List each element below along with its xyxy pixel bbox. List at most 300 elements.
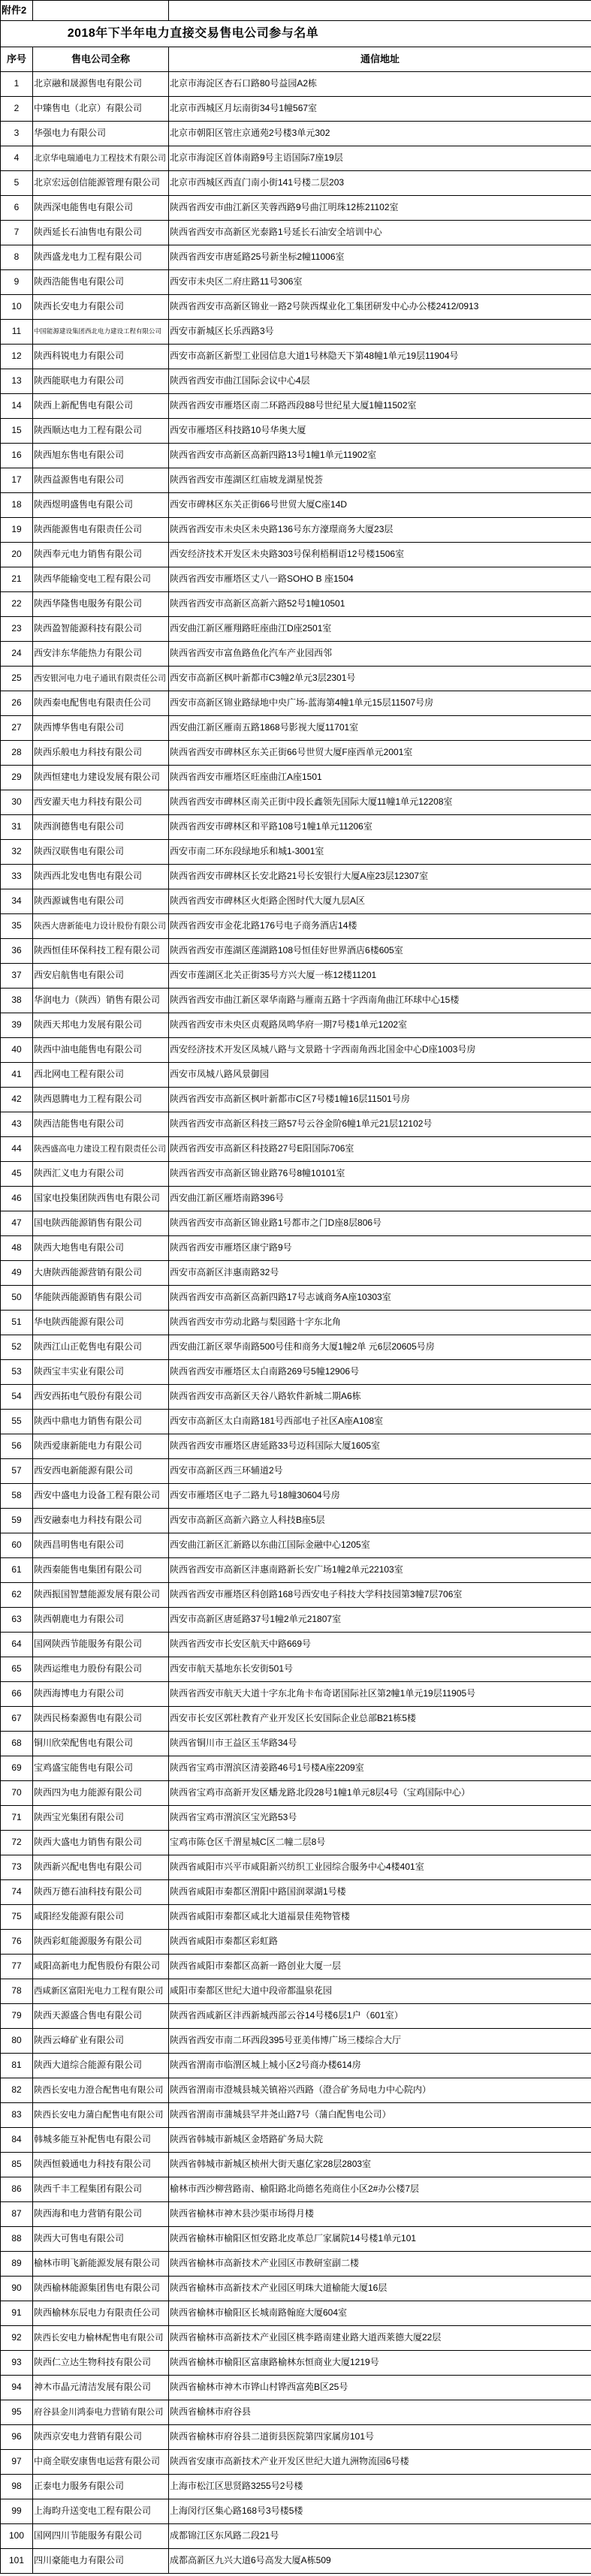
address-cell: 上海闵行区集心路168号3号楼5楼 [169,2499,591,2524]
company-name-cell: 陕西千丰工程集团有限公司 [33,2177,169,2202]
row-number-cell: 61 [1,1558,33,1583]
table-row [1,1682,591,1707]
row-number-cell: 71 [1,1806,33,1831]
row-number-cell: 52 [1,1335,33,1360]
company-name-cell: 陕西润德售电有限公司 [33,815,169,840]
row-number-cell: 101 [1,2549,33,2574]
address-cell: 陕西省西安市高新区高新六路52号1幢10501 [169,592,591,617]
company-name-cell: 陕西云峰矿业有限公司 [33,2029,169,2054]
company-name-cell: 陕西大唐新能电力设计股份有限公司 [33,914,169,939]
row-number-cell: 63 [1,1608,33,1633]
row-number-cell: 88 [1,2227,33,2252]
row-number-cell: 68 [1,1732,33,1756]
company-name-cell: 陕西江山正乾售电有限公司 [33,1335,169,1360]
table-row [1,964,591,989]
table-row [1,171,591,196]
address-cell: 陕西省榆林市府谷县二道街县医院第四家属房101号 [169,2425,591,2450]
table-row [1,741,591,766]
company-name-cell: 陕西汇义电力有限公司 [33,1162,169,1187]
table-row [1,815,591,840]
table-row [1,2524,591,2549]
row-number-cell: 10 [1,295,33,320]
table-row [1,989,591,1013]
row-number-cell: 99 [1,2499,33,2524]
address-cell: 陕西省西安市高新区枫叶新都市C区7号楼1幢16层11501号房 [169,1088,591,1112]
table-row [1,2153,591,2177]
row-number-cell: 27 [1,716,33,741]
company-name-cell: 陕西汉联售电有限公司 [33,840,169,865]
address-cell: 西安曲江新区雁塔南路396号 [169,1187,591,1211]
address-cell: 陕西省咸阳市秦都区渭阳中路国润翠湖1号楼 [169,1880,591,1905]
table-row [1,2549,591,2574]
address-cell: 北京市海淀区首体南路9号主语国际7座19层 [169,146,591,171]
company-name-cell: 中国能源建设集团西北电力建设工程有限公司 [33,320,169,345]
table-row [1,2277,591,2301]
row-number-cell: 78 [1,1979,33,2004]
table-row [1,1707,591,1732]
company-name-cell: 陕西天源盛合售电有限公司 [33,2004,169,2029]
table-row [1,667,591,691]
company-name-cell: 北京融和晟源售电有限公司 [33,72,169,97]
company-name-cell: 陕西盛龙电力工程有限公司 [33,245,169,270]
row-number-cell: 72 [1,1831,33,1855]
address-cell: 陕西省榆林市高新技术产业园区桃李路南建业路大道西莱德大厦22层 [169,2326,591,2351]
table-row [1,592,591,617]
company-name-cell: 陕西运维电力股份有限公司 [33,1657,169,1682]
address-cell: 陕西省西安市未央区未央路136号东方濠璟商务大厦23层 [169,518,591,543]
table-row [1,270,591,295]
address-cell: 西安曲江新区雁南五路1868号影视大厦11701室 [169,716,591,741]
address-cell: 宝鸡市陈仓区千渭星城C区二幢二层8号 [169,1831,591,1855]
table-row [1,1608,591,1633]
address-cell: 西安市航天基地东长安街501号 [169,1657,591,1682]
company-name-cell: 陕西煜明盛售电有限公司 [33,493,169,518]
table-row [1,2400,591,2425]
address-cell: 陕西省榆林市榆阳区恒安路北皮革总厂家属院14号楼1单元101 [169,2227,591,2252]
table-row [1,1955,591,1979]
table-row [1,1434,591,1459]
address-cell: 陕西省西安市南二环西段395号亚美伟博广场三楼综合大厅 [169,2029,591,2054]
row-number-cell: 29 [1,766,33,790]
row-number-cell: 93 [1,2351,33,2376]
row-number-cell: 82 [1,2078,33,2103]
row-number-cell: 9 [1,270,33,295]
table-row [1,1756,591,1781]
row-number-cell: 75 [1,1905,33,1930]
address-cell: 陕西省西安市雁塔区唐延路33号迈科国际大厦1605室 [169,1434,591,1459]
address-cell: 陕西省榆林市神木县沙渠市场得月楼 [169,2202,591,2227]
table-row [1,1088,591,1112]
address-cell: 陕西省西安市高新区锦业路1号都市之门D座8层806号 [169,1211,591,1236]
row-number-cell: 5 [1,171,33,196]
company-name-cell: 陕西万德石油科技有限公司 [33,1880,169,1905]
address-cell: 陕西省榆林市神木市铧山村铧西富苑B区25号 [169,2376,591,2400]
table-row [1,2128,591,2153]
company-name-cell: 西安西拓电气股份有限公司 [33,1385,169,1410]
row-number-cell: 85 [1,2153,33,2177]
row-number-cell: 62 [1,1583,33,1608]
row-number-cell: 73 [1,1855,33,1880]
row-number-cell: 25 [1,667,33,691]
row-number-cell: 83 [1,2103,33,2128]
table-row [1,939,591,964]
row-number-cell: 26 [1,691,33,716]
address-cell: 咸阳市秦都区世纪大道中段帝都温泉花园 [169,1979,591,2004]
table-row [1,345,591,369]
table-row [1,1335,591,1360]
address-cell: 陕西省西安市曲江新区芙蓉西路9号曲江明珠12栋21102室 [169,196,591,221]
table-row [1,1905,591,1930]
table-row [1,1533,591,1558]
row-number-cell: 66 [1,1682,33,1707]
table-row [1,419,591,444]
row-number-cell: 56 [1,1434,33,1459]
company-name-cell: 陕西彩虹能源服务有限公司 [33,1930,169,1955]
table-header-row [1,47,591,72]
address-cell: 西安市凤城八路风景御园 [169,1063,591,1088]
row-number-cell: 89 [1,2252,33,2277]
row-number-cell: 69 [1,1756,33,1781]
address-cell: 上海市松江区思贤路3255号2号楼 [169,2475,591,2499]
company-name-cell: 陕西能联电力有限公司 [33,369,169,394]
address-cell: 陕西省西安市莲湖区莲湖路108号恒佳好世界酒店6楼605室 [169,939,591,964]
company-name-cell: 陕西长安电力榆林配售电有限公司 [33,2326,169,2351]
company-name-cell: 国电陕西能源销售有限公司 [33,1211,169,1236]
address-cell: 陕西省西安市航天大道十字东北角卡布奇诺国际社区第2幢1单元19层11905号 [169,1682,591,1707]
table-row [1,1410,591,1434]
table-row [1,2475,591,2499]
table-row [1,72,591,97]
attachment-label-cell [1,1,33,21]
address-cell: 西安市长安区郭杜教育产业开发区长安国际企业总部B21栋5楼 [169,1707,591,1732]
table-row [1,1806,591,1831]
company-name-cell: 陕西长安电力澄合配售电有限公司 [33,2078,169,2103]
company-name-cell: 西安银河电力电子通讯有限责任公司 [33,667,169,691]
row-number-cell: 96 [1,2425,33,2450]
table-row [1,1657,591,1682]
company-name-cell: 西安濯天电力科技有限公司 [33,790,169,815]
company-name-cell: 西安中盛电力设备工程有限公司 [33,1484,169,1509]
address-cell: 陕西省铜川市王益区玉华路34号 [169,1732,591,1756]
company-name-cell: 上海昀升送变电工程有限公司 [33,2499,169,2524]
row-number-cell: 97 [1,2450,33,2475]
row-number-cell: 67 [1,1707,33,1732]
table-row [1,1261,591,1286]
column-header-address: 通信地址 [169,47,591,72]
row-number-cell: 31 [1,815,33,840]
row-number-cell: 41 [1,1063,33,1088]
company-name-cell: 陕西中鼎电力销售有限公司 [33,1410,169,1434]
column-header-index: 序号 [1,47,33,72]
address-cell: 西安市高新区锦业路绿地中央广场-蓝海第4幢1单元15层11507号房 [169,691,591,716]
address-cell: 陕西省西安市雁塔区康宁路9号 [169,1236,591,1261]
company-name-cell: 陕西海博电力有限公司 [33,1682,169,1707]
address-cell: 陕西省西安市高新区天谷八路软件新城二期A6栋 [169,1385,591,1410]
table-row [1,1211,591,1236]
row-number-cell: 59 [1,1509,33,1533]
company-name-cell: 陕西海和电力营销有限公司 [33,2202,169,2227]
row-number-cell: 95 [1,2400,33,2425]
company-name-cell: 陕西宝光集团有限公司 [33,1806,169,1831]
row-number-cell: 24 [1,642,33,667]
table-row [1,146,591,171]
row-number-cell: 12 [1,345,33,369]
company-name-cell: 西北网电工程有限公司 [33,1063,169,1088]
row-number-cell: 14 [1,394,33,419]
row-number-cell: 39 [1,1013,33,1038]
company-name-cell: 陕西益源售电有限公司 [33,468,169,493]
table-row [1,889,591,914]
address-cell: 北京市海淀区杏石口路80号益园A2栋 [169,72,591,97]
address-cell: 陕西省咸阳市秦都区咸北大道福景佳苑物管楼 [169,1905,591,1930]
address-cell: 西安市高新区新型工业园信息大道1号林隐天下第48幢1单元19层11904号 [169,345,591,369]
company-name-cell: 陕西华隆售电服务有限公司 [33,592,169,617]
table-row [1,1236,591,1261]
column-header-company: 售电公司全称 [33,47,169,72]
company-name-cell: 神木市晶元清洁发展有限公司 [33,2376,169,2400]
company-name-cell: 陕西旭东售电有限公司 [33,444,169,468]
address-cell: 陕西省西安市碑林区东关正街66号世贸大厦F座西单元2001室 [169,741,591,766]
company-name-cell: 中臻售电（北京）有限公司 [33,97,169,122]
row-number-cell: 94 [1,2376,33,2400]
table-row [1,2029,591,2054]
row-number-cell: 28 [1,741,33,766]
table-row [1,468,591,493]
address-cell: 陕西省渭南市临渭区城上城小区2号商办楼614房 [169,2054,591,2078]
table-row [1,642,591,667]
row-number-cell: 1 [1,72,33,97]
row-number-cell: 55 [1,1410,33,1434]
company-name-cell: 西安启航售电有限公司 [33,964,169,989]
row-number-cell: 76 [1,1930,33,1955]
company-name-cell: 陕西宝丰实业有限公司 [33,1360,169,1385]
table-row [1,716,591,741]
address-cell: 陕西省西咸新区沣西新城西部云谷14号楼6层1户（601室） [169,2004,591,2029]
table-row [1,1013,591,1038]
table-row [1,1855,591,1880]
row-number-cell: 98 [1,2475,33,2499]
row-number-cell: 23 [1,617,33,642]
company-name-cell: 陕西秦电配售电有限责任公司 [33,691,169,716]
address-cell: 西安市高新区唐延路37号1幢2单元21807室 [169,1608,591,1633]
address-cell: 陕西省西安市雁塔区科创路168号西安电子科技大学科技园第3幢7层706室 [169,1583,591,1608]
row-number-cell: 81 [1,2054,33,2078]
company-name-cell: 陕西源诚售电有限公司 [33,889,169,914]
address-cell: 陕西省西安市唐延路25号新坐标2幢11006室 [169,245,591,270]
company-name-cell: 陕西大可售电有限公司 [33,2227,169,2252]
address-cell: 陕西省安康市高新技术产业开发区世纪大道九洲物流园6号楼 [169,2450,591,2475]
company-name-cell: 陕西新兴配电售电有限公司 [33,1855,169,1880]
row-number-cell: 7 [1,221,33,245]
address-cell: 陕西省西安市未央区贞观路凤鸣华府一期7号楼1单元1202室 [169,1013,591,1038]
row-number-cell: 36 [1,939,33,964]
row-number-cell: 4 [1,146,33,171]
row-number-cell: 18 [1,493,33,518]
company-name-cell: 华润电力（陕西）销售有限公司 [33,989,169,1013]
row-number-cell: 44 [1,1137,33,1162]
row-number-cell: 45 [1,1162,33,1187]
address-cell: 陕西省宝鸡市渭滨区宝光路53号 [169,1806,591,1831]
company-name-cell: 陕西秦能售电集团有限公司 [33,1558,169,1583]
address-cell: 西安市高新区太白南路181号西部电子社区A座A108室 [169,1410,591,1434]
row-number-cell: 53 [1,1360,33,1385]
address-cell: 陕西省西安市雁塔区太白南路269号5幢12906号 [169,1360,591,1385]
address-cell: 陕西省西安市莲湖区红庙坡龙湖星悦荟 [169,468,591,493]
table-row [1,2351,591,2376]
company-name-cell: 铜川欣荣配售电有限公司 [33,1732,169,1756]
company-name-cell: 陕西洁能售电有限公司 [33,1112,169,1137]
company-name-cell: 陕西大地售电有限公司 [33,1236,169,1261]
table-row [1,444,591,468]
company-name-cell: 陕西朝鹿电力有限公司 [33,1608,169,1633]
row-number-cell: 20 [1,543,33,567]
address-cell: 陕西省西安市曲江国际会议中心4层 [169,369,591,394]
row-number-cell: 17 [1,468,33,493]
table-row [1,840,591,865]
address-cell: 西安市未央区二府庄路11号306室 [169,270,591,295]
row-number-cell: 32 [1,840,33,865]
table-row [1,1831,591,1855]
row-number-cell: 21 [1,567,33,592]
row-number-cell: 50 [1,1286,33,1311]
address-cell: 陕西省韩城市新城区桢州大街天惠亿家28层2803室 [169,2153,591,2177]
company-name-cell: 国网四川节能服务有限公司 [33,2524,169,2549]
table-row [1,1509,591,1533]
address-cell: 西安市雁塔区科技路10号华奥大厦 [169,419,591,444]
row-number-cell: 74 [1,1880,33,1905]
address-cell: 西安曲江新区汇新路以东曲江国际金融中心1205室 [169,1533,591,1558]
table-row [1,1732,591,1756]
table-row [1,2252,591,2277]
address-cell: 西安经济技术开发区未央路303号保利梧桐语12号楼1506室 [169,543,591,567]
row-number-cell: 49 [1,1261,33,1286]
row-number-cell: 40 [1,1038,33,1063]
table-row [1,1112,591,1137]
table-row [1,1930,591,1955]
company-name-cell: 陕西仁立达生物科技有限公司 [33,2351,169,2376]
table-row [1,394,591,419]
company-name-cell: 陕西盈智能源科技有限公司 [33,617,169,642]
row-number-cell: 8 [1,245,33,270]
address-cell: 陕西省西安市高新区高新四路17号志诚商务A座10303室 [169,1286,591,1311]
table-row [1,2078,591,2103]
table-row [1,2227,591,2252]
address-cell: 榆林市西沙柳营路南、榆阳路北尚德名苑商住小区2#办公楼7层 [169,2177,591,2202]
address-cell: 陕西省渭南市澄城县城关镇裕兴西路（澄合矿务局电力中心院内） [169,2078,591,2103]
table-row [1,1781,591,1806]
table-row [1,2054,591,2078]
company-name-cell: 西安西电新能源有限公司 [33,1459,169,1484]
address-cell: 西安经济技术开发区凤城八路与文景路十字西南角西北国金中心D座1003号房 [169,1038,591,1063]
company-name-cell: 华电陕西能源有限公司 [33,1311,169,1335]
table-row [1,766,591,790]
company-name-cell: 陕西浩能售电有限公司 [33,270,169,295]
company-name-cell: 咸阳高新电力配售股份有限公司 [33,1955,169,1979]
table-row [1,1880,591,1905]
row-number-cell: 42 [1,1088,33,1112]
table-row [1,493,591,518]
table-body [1,72,591,2574]
address-cell: 陕西省榆林市榆阳区长城南路翰庭大厦604室 [169,2301,591,2326]
company-name-cell: 陕西榆林能源集团售电有限公司 [33,2277,169,2301]
company-name-cell: 陕西振国智慧能源发展有限公司 [33,1583,169,1608]
table-row [1,1038,591,1063]
company-name-cell: 咸阳经发能源有限公司 [33,1905,169,1930]
address-cell: 西安市莲湖区北关正街35号方兴大厦一栋12楼11201 [169,964,591,989]
company-name-cell: 陕西深电能售电有限公司 [33,196,169,221]
row-number-cell: 84 [1,2128,33,2153]
table-row [1,1137,591,1162]
table-row [1,2425,591,2450]
table-row [1,196,591,221]
row-number-cell: 11 [1,320,33,345]
company-name-cell: 陕西奉元电力销售有限公司 [33,543,169,567]
company-name-cell: 陕西长安电力有限公司 [33,295,169,320]
table-row [1,790,591,815]
company-name-cell: 陕西榆林东辰电力有限责任公司 [33,2301,169,2326]
address-cell: 西安市高新区枫叶新都市C3幢2单元3层2301号 [169,667,591,691]
attachment-label: 附件2 [2,4,27,16]
table-row [1,1484,591,1509]
address-cell: 西安市碑林区东关正街66号世贸大厦C座14D [169,493,591,518]
address-cell: 陕西省西安市高新区锦业路76号8幢10101室 [169,1162,591,1187]
row-number-cell: 91 [1,2301,33,2326]
company-name-cell: 陕西大道综合能源有限公司 [33,2054,169,2078]
company-name-cell: 陕西中油电能售电有限公司 [33,1038,169,1063]
company-name-cell: 陕西民杨秦源售电有限公司 [33,1707,169,1732]
company-name-cell: 陕西爱康新能电力有限公司 [33,1434,169,1459]
address-cell: 西安市新城区长乐西路3号 [169,320,591,345]
table-row [1,1459,591,1484]
address-cell: 陕西省榆林市榆阳区富康路榆林东恒商业大厦1219号 [169,2351,591,2376]
row-number-cell: 79 [1,2004,33,2029]
address-cell: 陕西省西安市雁塔区丈八一路SOHO B 座1504 [169,567,591,592]
company-name-cell: 陕西天邦电力发展有限公司 [33,1013,169,1038]
address-cell: 陕西省西安市高新区锦业一路2号陕西煤业化工集团研发中心办公楼2412/0913 [169,295,591,320]
company-name-cell: 陕西四为电力能源有限公司 [33,1781,169,1806]
page-title: 2018年下半年电力直接交易售电公司参与名单 [67,27,319,41]
row-number-cell: 2 [1,97,33,122]
row-number-cell: 43 [1,1112,33,1137]
table-row [1,617,591,642]
company-name-cell: 北京华电瑞通电力工程技术有限公司 [33,146,169,171]
company-name-cell: 华强电力有限公司 [33,122,169,146]
address-cell: 北京市朝阳区管庄京通苑2号楼3单元302 [169,122,591,146]
row-number-cell: 6 [1,196,33,221]
address-cell: 陕西省西安市曲江新区翠华南路与雁南五路十字西南角曲江环球中心15楼 [169,989,591,1013]
address-cell: 成都高新区九兴大道6号高发大厦A栋509 [169,2549,591,2574]
row-number-cell: 57 [1,1459,33,1484]
table-row [1,245,591,270]
company-name-cell: 陕西华能输变电工程有限公司 [33,567,169,592]
empty-cell [169,1,591,21]
address-cell: 陕西省西安市富鱼路鱼化汽车产业园西邻 [169,642,591,667]
address-cell: 陕西省榆林市高新技术产业园区明珠大道榆能大厦16层 [169,2277,591,2301]
address-cell: 陕西省宝鸡市渭滨区清姜路46号1号楼A座2209室 [169,1756,591,1781]
row-number-cell: 64 [1,1633,33,1657]
company-name-cell: 陕西恒建电力建设发展有限公司 [33,766,169,790]
address-cell: 西安曲江新区翠华南路500号佳和商务大厦1幢2单 元6层20605号房 [169,1335,591,1360]
table-row [1,295,591,320]
address-cell: 陕西省宝鸡市高新开发区蟠龙路北段28号1幢1单元8层4号（宝鸡国际中心） [169,1781,591,1806]
row-number-cell: 77 [1,1955,33,1979]
address-cell: 陕西省西安市劳动北路与梨园路十字东北角 [169,1311,591,1335]
address-cell: 陕西省西安市雁塔区南二环路西段88号世纪星大厦1幢11502室 [169,394,591,419]
company-name-cell: 国网陕西节能服务有限公司 [33,1633,169,1657]
table-row [1,2376,591,2400]
table-row [1,1558,591,1583]
address-cell: 西安市高新区沣惠南路32号 [169,1261,591,1286]
